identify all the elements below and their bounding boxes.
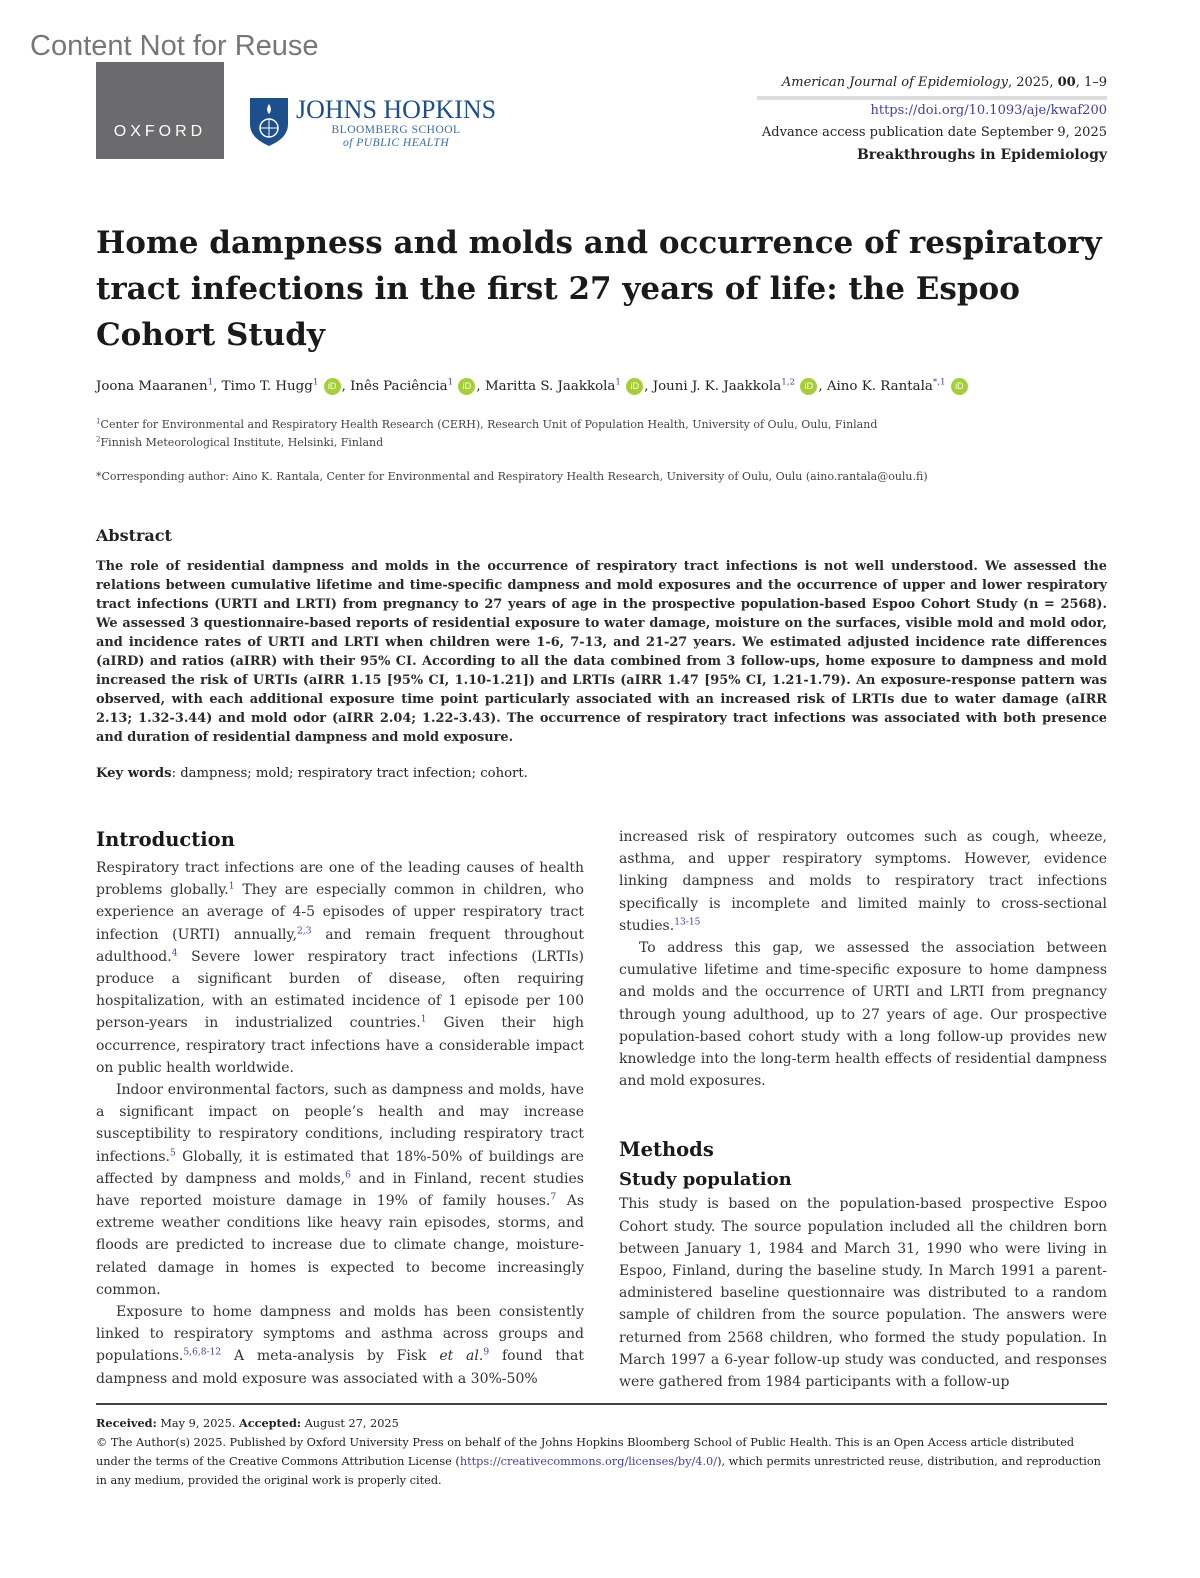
affiliation bbox=[96, 434, 877, 452]
affiliation-text: Center for Environmental and Respiratory Health Research (CERH), Research Unit of Population Health, University of Oulu, Oulu, Finland bbox=[100, 418, 878, 431]
jhu-logo bbox=[248, 96, 496, 150]
section-heading: Introduction bbox=[96, 828, 235, 851]
citation-sup: 13-15 bbox=[674, 917, 701, 928]
citation-sup: 5 bbox=[170, 1147, 176, 1158]
license-text-end: ), which permits unrestricted reuse, distribution, and reproduction in any medium, provided the original work is properly cited. bbox=[96, 1455, 1101, 1487]
body-text: increased risk of respiratory outcomes such as cough, wheeze, asthma, and upper respiratory symptoms. However, evidence linking dampness and molds to respiratory tract infections specifically is incomplete and limited mainly to cross-sectional studies. bbox=[619, 829, 1107, 934]
advance-access: Advance access publication date September 9, 2025 bbox=[761, 125, 1107, 140]
license-link[interactable]: https://creativecommons.org/licenses/by/4.0/ bbox=[459, 1455, 718, 1468]
author-name: Inês Paciência bbox=[350, 379, 448, 394]
watermark: Content Not for Reuse bbox=[30, 30, 319, 62]
orcid-icon[interactable]: iD bbox=[324, 378, 341, 395]
body-text: Respiratory tract infections are one of the leading causes of health problems globally. bbox=[96, 860, 584, 899]
citation-sup: 7 bbox=[550, 1192, 557, 1203]
corresponding-author: *Corresponding author: Aino K. Rantala, Center for Environmental and Respiratory Health Research, University of Oulu, Oulu (aino.rantala@oulu.fi) bbox=[96, 470, 928, 483]
body-text: Indoor environmental factors, such as dampness and molds, have a significant impact on people’s health and may increase susceptibility to respiratory conditions, including respiratory tract infections. bbox=[96, 1082, 584, 1165]
jhu-name: JOHNS HOPKINS bbox=[296, 95, 497, 124]
author-separator: , bbox=[341, 379, 351, 394]
body-paragraph bbox=[619, 937, 1107, 1092]
oxford-logo bbox=[96, 62, 224, 159]
journal-volume: 00 bbox=[1057, 75, 1076, 90]
affiliation-text: Finnish Meteorological Institute, Helsinki, Finland bbox=[100, 436, 384, 449]
keywords-list: : dampness; mold; respiratory tract infection; cohort. bbox=[171, 766, 528, 781]
body-text: Exposure to home dampness and molds has been consistently linked to respiratory symptoms and asthma across groups and populations. bbox=[96, 1304, 584, 1365]
author-affil-sup: 1 bbox=[207, 377, 214, 388]
body-text: Severe lower respiratory tract infections (LRTIs) produce a significant burden of disease, often requiring hospitalization, with an estimated incidence of 1 episode per 100 person-years in industrialized countries. bbox=[96, 948, 584, 1032]
body-text: Given their high occurrence, respiratory tract infections have a considerable impact on public health worldwide. bbox=[96, 1015, 584, 1076]
citation-sup: 4 bbox=[171, 948, 178, 959]
journal-year: , 2025, bbox=[1007, 75, 1058, 90]
journal-pages: , 1–9 bbox=[1075, 75, 1107, 90]
body-paragraph bbox=[619, 826, 1107, 937]
citation-sup: 9 bbox=[483, 1347, 490, 1358]
abstract-heading: Abstract bbox=[96, 526, 172, 545]
body-text: and remain frequent throughout adulthood. bbox=[96, 926, 584, 965]
received-label: Received: bbox=[96, 1416, 157, 1430]
orcid-icon[interactable]: iD bbox=[951, 378, 968, 395]
affiliations bbox=[96, 416, 877, 452]
license bbox=[96, 1433, 1107, 1490]
author-separator: , bbox=[818, 379, 827, 394]
body-text: They are especially common in children, who experience an average of 4-5 episodes of upper respiratory tract infection (URTI) annually, bbox=[96, 882, 584, 943]
keywords bbox=[96, 766, 528, 781]
keywords-label: Key words bbox=[96, 766, 172, 781]
author-name: Jouni J. K. Jaakkola bbox=[652, 379, 782, 394]
orcid-icon[interactable]: iD bbox=[626, 378, 643, 395]
orcid-icon[interactable]: iD bbox=[458, 378, 475, 395]
jhu-shield-icon bbox=[248, 96, 290, 146]
footer bbox=[96, 1403, 1107, 1490]
body-paragraph bbox=[96, 1301, 584, 1390]
right-column bbox=[619, 826, 1107, 1393]
body-text: Globally, it is estimated that 18%-50% of buildings are affected by dampness and molds, bbox=[96, 1148, 584, 1187]
article-section: Breakthroughs in Epidemiology bbox=[856, 147, 1107, 163]
article-title: Home dampness and molds and occurrence of respiratory tract infections in the first 27 years of life: the Espoo Cohort Study bbox=[96, 225, 1102, 353]
author-name: Timo T. Hugg bbox=[221, 379, 313, 394]
jhu-sub2: of PUBLIC HEALTH bbox=[342, 137, 450, 149]
left-column bbox=[96, 826, 584, 1390]
license-text: © The Author(s) 2025. Published by Oxford University Press on behalf of the Johns Hopkins Bloomberg School of Public Health. This is an Open Access article distributed under the terms of the Creative Commons Attribution License ( bbox=[96, 1436, 1075, 1468]
citation-sup: 5,6,8-12 bbox=[183, 1347, 222, 1358]
body-text: A meta-analysis by Fisk bbox=[221, 1348, 440, 1365]
orcid-icon[interactable]: iD bbox=[800, 378, 817, 395]
body-paragraph bbox=[96, 857, 584, 1079]
author-separator: , bbox=[213, 379, 222, 394]
author-separator: , bbox=[476, 379, 485, 394]
jhu-sub1: BLOOMBERG SCHOOL bbox=[331, 124, 461, 136]
journal-name: American Journal of Epidemiology bbox=[781, 75, 1008, 90]
affiliation-sup: 2 bbox=[96, 434, 101, 444]
body-text: To address this gap, we assessed the association between cumulative lifetime and time-specific exposure to home dampness and molds and the occurrence of URTI and LRTI from pregnancy through young adulthood, up to 27 years of age. Our prospective population-based cohort study with a long follow-up provides new knowledge into the long-term health effects of residential dampness and mold exposures. bbox=[619, 940, 1107, 1090]
italic-text: et al. bbox=[439, 1348, 484, 1365]
author-name: Aino K. Rantala bbox=[826, 379, 933, 394]
body-text: This study is based on the population-based prospective Espoo Cohort study. The source population included all the children born between January 1, 1984 and March 31, 1990 who were living in Espoo, Finland, during the baseline study. In March 1991 a parent-administered baseline questionnaire was distributed to a random sample of children from the source population. The answers were returned from 2568 children, who formed the study population. In March 1997 a 6-year follow-up study was conducted, and responses were gathered from 1984 participants with a follow-up bbox=[619, 1196, 1107, 1391]
citation-sup: 1 bbox=[420, 1014, 427, 1025]
section-heading: Study population bbox=[619, 1169, 792, 1191]
section-heading: Methods bbox=[619, 1138, 714, 1162]
author-affil-sup: 1 bbox=[447, 377, 454, 388]
body-paragraph bbox=[96, 1079, 584, 1301]
body-text: and in Finland, recent studies have reported moisture damage in 19% of family houses. bbox=[96, 1170, 584, 1210]
doi-link[interactable]: https://doi.org/10.1093/aje/kwaf200 bbox=[870, 103, 1107, 118]
journal-citation bbox=[757, 72, 1107, 94]
affiliation-sup: 1 bbox=[96, 416, 101, 426]
author-affil-sup: 1,2 bbox=[781, 377, 796, 388]
body-paragraph bbox=[619, 1193, 1107, 1393]
body-text: As extreme weather conditions like heavy rain episodes, storms, and floods are predicted to increase due to climate change, moisture-related damage in homes is expected to become increasingly common. bbox=[96, 1193, 584, 1298]
body-text: found that dampness and mold exposure was associated with a 30%-50% bbox=[96, 1348, 584, 1387]
abstract-text: The role of residential dampness and molds in the occurrence of respiratory tract infections is not well understood. We assessed the relations between cumulative lifetime and time-specific dampness and mold exposures and the occurrence of upper and lower respiratory tract infections (URTI and LRTI) from pregnancy to 27 years of age in the prospective population-based Espoo Cohort Study (n = 2568). We assessed 3 questionnaire-based reports of residential exposure to water damage, moisture on the surfaces, visible mold and mold odor, and incidence rates of URTI and LRTI when children were 1-6, 7-13, and 21-27 years. We estimated adjusted incidence rate differences (aIRD) and ratios (aIRR) with their 95% CI. According to all the data combined from 3 follow-ups, home exposure to dampness and mold increased the risk of URTIs (aIRR 1.15 [95% CI, 1.10-1.21]) and LRTIs (aIRR 1.47 [95% CI, 1.21-1.79). An exposure-response pattern was observed, with each additional exposure time point particularly associated with an increased risk of LRTIs due to water damage (aIRR 2.13; 1.32-3.44) and mold odor (aIRR 2.04; 1.22-3.43). The occurrence of respiratory tract infections was associated with both presence and duration of residential dampness and mold exposure. bbox=[96, 559, 1107, 745]
author-separator: , bbox=[644, 379, 653, 394]
citation-sup: 6 bbox=[345, 1170, 351, 1181]
accepted-label: Accepted: bbox=[238, 1416, 302, 1430]
author-name: Joona Maaranen bbox=[96, 379, 208, 394]
citation-sup: 1 bbox=[228, 881, 235, 892]
author-list bbox=[96, 378, 969, 395]
oxford-logo-text: OXFORD bbox=[113, 123, 207, 140]
author-affil-sup: 1 bbox=[312, 377, 319, 388]
author-name: Maritta S. Jaakkola bbox=[484, 379, 616, 394]
accepted-date: August 27, 2025 bbox=[301, 1417, 399, 1430]
affiliation bbox=[96, 416, 877, 434]
article-meta bbox=[757, 72, 1107, 166]
author-affil-sup: *,1 bbox=[932, 377, 946, 388]
citation-sup: 2,3 bbox=[297, 925, 312, 936]
received-date: May 9, 2025. bbox=[156, 1417, 239, 1430]
author-affil-sup: 1 bbox=[615, 377, 621, 388]
